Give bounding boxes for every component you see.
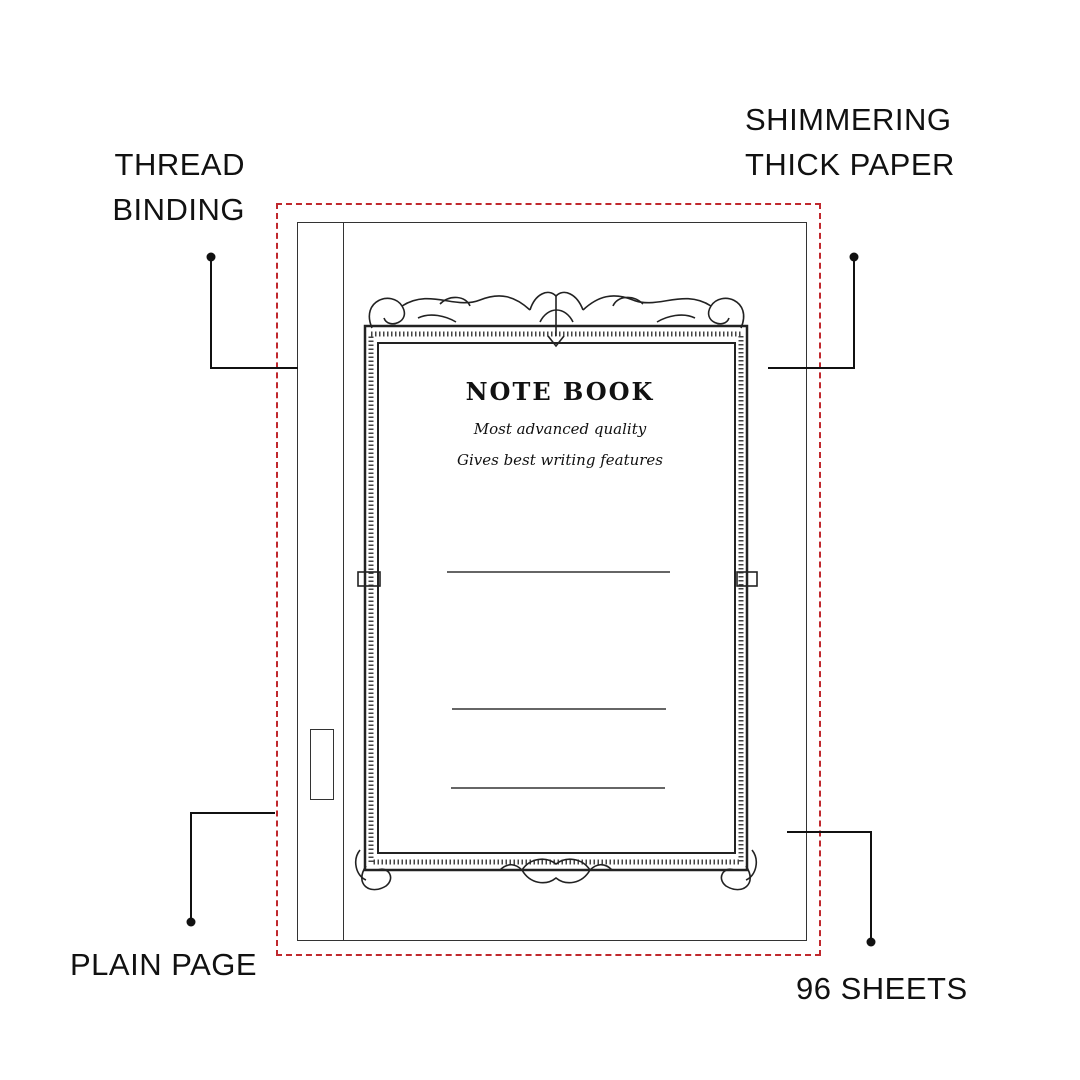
shimmering-paper-leader [768, 258, 854, 368]
shimmering-paper-line-1: SHIMMERING [745, 102, 952, 137]
leader-dots [187, 253, 876, 947]
cover-title: NOTE BOOK [465, 377, 655, 406]
thread-binding-leader [211, 258, 298, 368]
thread-binding-line-1: THREAD [114, 147, 245, 182]
cover-subtitle-1: Most advanced quality [473, 420, 647, 438]
plain-page-label: PLAIN PAGE [70, 947, 258, 982]
cover-subtitle-2: Gives best writing features [456, 451, 664, 469]
sheets-dot [867, 938, 876, 947]
plain-page-leader [191, 813, 275, 921]
top-ornament [369, 292, 743, 346]
left-clasp [358, 572, 380, 586]
thread-binding-line-2: BINDING [112, 192, 245, 227]
shimmering-paper-line-2: THICK PAPER [745, 147, 955, 182]
plain-page-dot [187, 918, 196, 927]
sheets-leader [787, 832, 871, 941]
sheets-count-label: 96 SHEETS [796, 971, 968, 1006]
shimmering-paper-dot [850, 253, 859, 262]
leader-lines [191, 258, 871, 941]
thread-binding-dot [207, 253, 216, 262]
frame-hatch-band [371, 334, 741, 862]
cover-writing-lines [447, 572, 670, 788]
